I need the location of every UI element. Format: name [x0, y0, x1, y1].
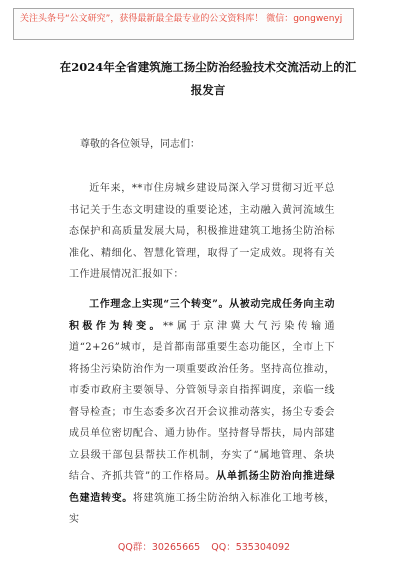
greeting: 尊敬的各位领导，同志们：	[80, 139, 200, 150]
document-title: 在2024年全省建筑施工扬尘防治经验技术交流活动上的汇报发言	[59, 60, 357, 97]
footer-qq: QQ：535304092	[211, 542, 291, 553]
footer-contact	[0, 539, 408, 553]
header-banner: 关注头条号“公文研究”，获得最新最全最专业的公文资料库！ 微信：gongwenyj	[13, 8, 354, 40]
section-subheading: 从单抓扬尘防治向推进绿色建造转变。	[69, 471, 335, 504]
paragraph-intro	[69, 178, 335, 286]
paragraph-intro-text: 近年来，**市住房城乡建设局深入学习贯彻习近平总书记关于生态文明建设的重要论述，主动融入黄河流域生态保护和高质量发展大局，积极推进建筑工地扬尘防治标准化、精细化、智慧化管理，取得了一定成效。现将有关工作进展情况汇报如下：	[69, 183, 335, 280]
section-heading: 工作理念上实现“三个转变”。从被动完成任务向主动积极作为转变。	[69, 299, 335, 332]
footer-qq-group: QQ群：30265665	[117, 542, 201, 553]
section-body-b: 将建筑施工扬尘防治纳入标准化工地考核，实	[69, 492, 335, 525]
paragraph-section-1	[69, 294, 335, 531]
section-body-a: **属于京津冀大气污染传输通道“2+26”城市，是首都南部重要生态功能区，全市上下将扬尘污染防治作为一项重要政治任务。坚持高位推动，市委市政府主要领导、分管领导亲自指挥调度，亲临一线督导检查；市生态委多次召开会议推动落实，扬尘专委会成员单位密切配合、通力协作。坚持督导帮扶，局内部建立县级干部包县帮扶工作机制，夯实了“属地管理、条块结合、齐抓共管”的工作格局。	[69, 320, 335, 482]
